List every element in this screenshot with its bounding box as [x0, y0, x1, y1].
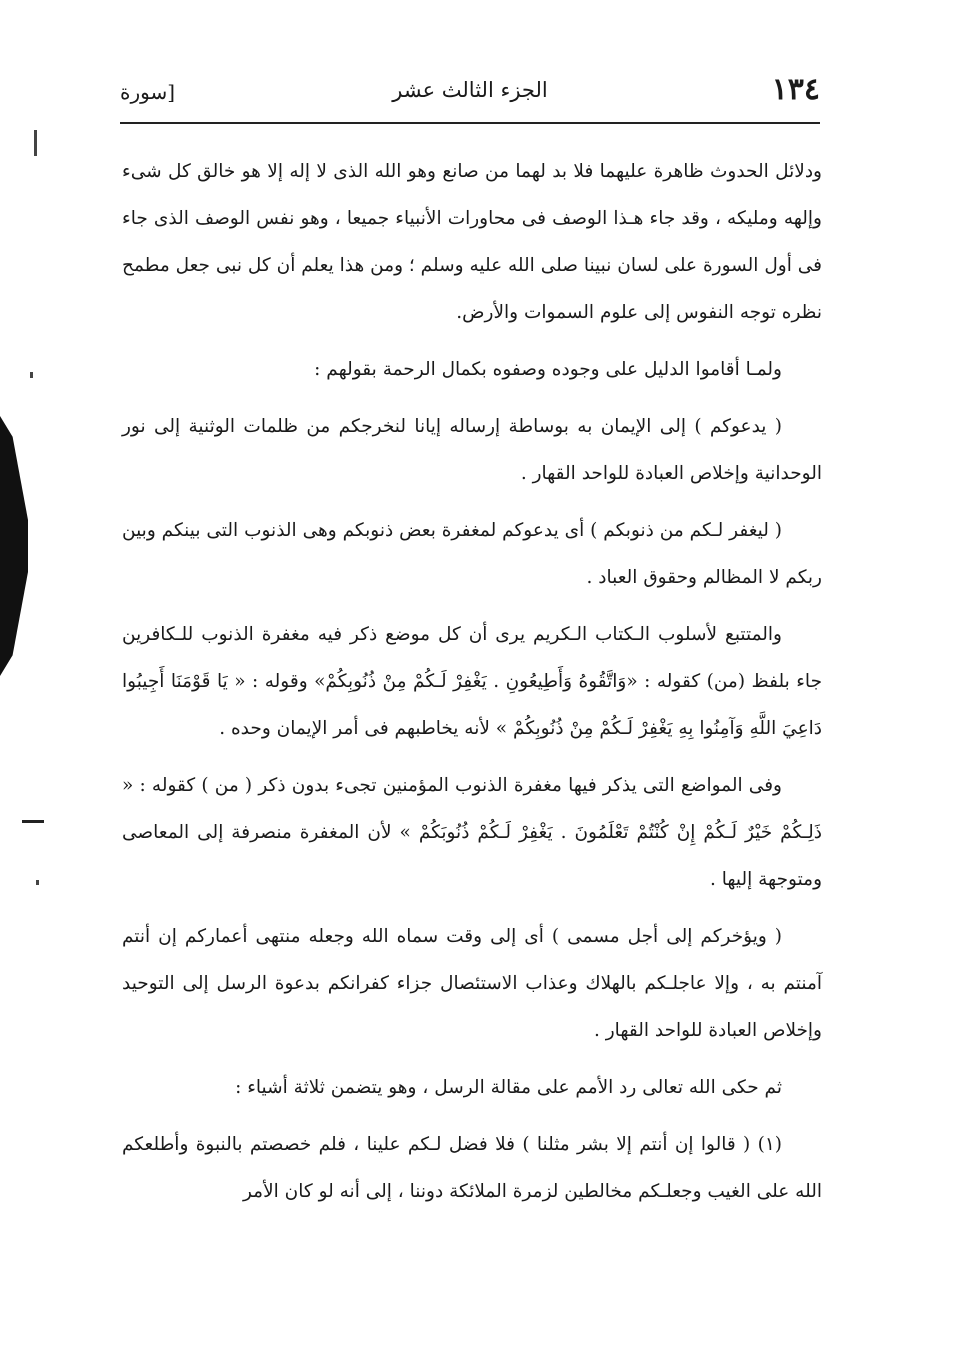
- paragraph-8: ثم حكى الله تعالى رد الأمم على مقالة الرسل ، وهو يتضمن ثلاثة أشياء :: [235, 1077, 782, 1098]
- scan-speck: [36, 880, 39, 885]
- scan-margin-shadow: [0, 416, 28, 676]
- paragraph-1: ودلائل الحدوث ظاهرة عليهما فلا بد لهما من صانع وهو الله الذى لا إله إلا هو خالق كل شىء وإلهه ومليكه ، وقد جاء هـذا الوصف فى محاورات الأنبياء جميعا ، وهو نفس الوصف الذى جاء فى أول السورة على لسان نبينا صلى الله عليه وسلم ؛ ومن هذا يعلم أن كل نبى جعل مطمح نظره توجه النفوس إلى علوم السموات والأرض.: [122, 161, 822, 323]
- surah-name: [سورة: [120, 80, 176, 104]
- page-number: ١٣٤: [771, 72, 820, 107]
- paragraph-5: والمتتبع لأسلوب الـكتاب الـكريم يرى أن كل موضع ذكر فيه مغفرة الذنوب للـكافرين جاء بلفظ (من) كقوله : «وَاتَّقُوهُ وَأَطِيعُونِ . يَغْفِرْ لَـكُمْ مِنْ ذُنُوبِكُمْ» وقوله : « يَا قَوْمَنَا أَجِيبُوا دَاعِيَ اللَّهِ وَآمِنُوا بِهِ يَغْفِرْ لَـكُمْ مِنْ ذُنُوبِكُمْ » لأنه يخاطبهم فى أمر الإيمان وحده .: [122, 624, 822, 739]
- paragraph-6: وفى المواضع التى يذكر فيها مغفرة الذنوب المؤمنين تجىء بدون ذكر ( من ) كقوله : « ذَلِـكُمْ خَيْرٌ لَـكُمْ إِنْ كُنْتُمْ تَعْلَمُونَ . يَغْفِرْ لَـكُمْ ذُنُوبَكُمْ » لأن المغفرة منصرفة إلى المعاصى ومتوجهة إليها .: [122, 775, 822, 890]
- body-text: [122, 148, 822, 1225]
- scan-speck: [30, 372, 33, 378]
- scan-speck: [34, 130, 37, 156]
- paragraph-7: ( ويؤخركم إلى أجل مسمى ) أى إلى وقت سماه الله وجعله منتهى أعماركم إن أنتم آمنتم به ، وإلا عاجلـكم بالهلاك وعذاب الاستئصال جزاء كفرانكم بدعوة الرسل إلى التوحيد وإخلاص العبادة للواحد القهار .: [122, 926, 822, 1041]
- paragraph-3: ( يدعوكم ) إلى الإيمان به بوساطة إرساله إيانا لنخرجكم من ظلمات الوثنية إلى نور الوحدانية وإخلاص العبادة للواحد القهار .: [122, 416, 822, 484]
- page-header: [120, 70, 820, 114]
- paragraph-9: (١) ( قالوا إن أنتم إلا بشر مثلنا ) فلا فضل لـكم علينا ، فلم خصصتم بالنبوة وأطلعكم الله على الغيب وجعلـكم مخالطين لزمرة الملائكة دوننا ، إلى أنه لو كان الأمر: [122, 1134, 822, 1202]
- header-divider: [120, 122, 820, 124]
- paragraph-4: ( ليغفر لـكم من ذنوبكم ) أى يدعوكم لمغفرة بعض ذنوبكم وهى الذنوب التى بينكم وبين ربكم لا المظالم وحقوق العباد .: [122, 520, 822, 588]
- scan-margin-mark: [22, 820, 44, 823]
- paragraph-2: ولمـا أقاموا الدليل على وجوده وصفوه بكمال الرحمة بقولهم :: [314, 359, 782, 380]
- part-title: الجزء الثالث عشر: [392, 78, 548, 102]
